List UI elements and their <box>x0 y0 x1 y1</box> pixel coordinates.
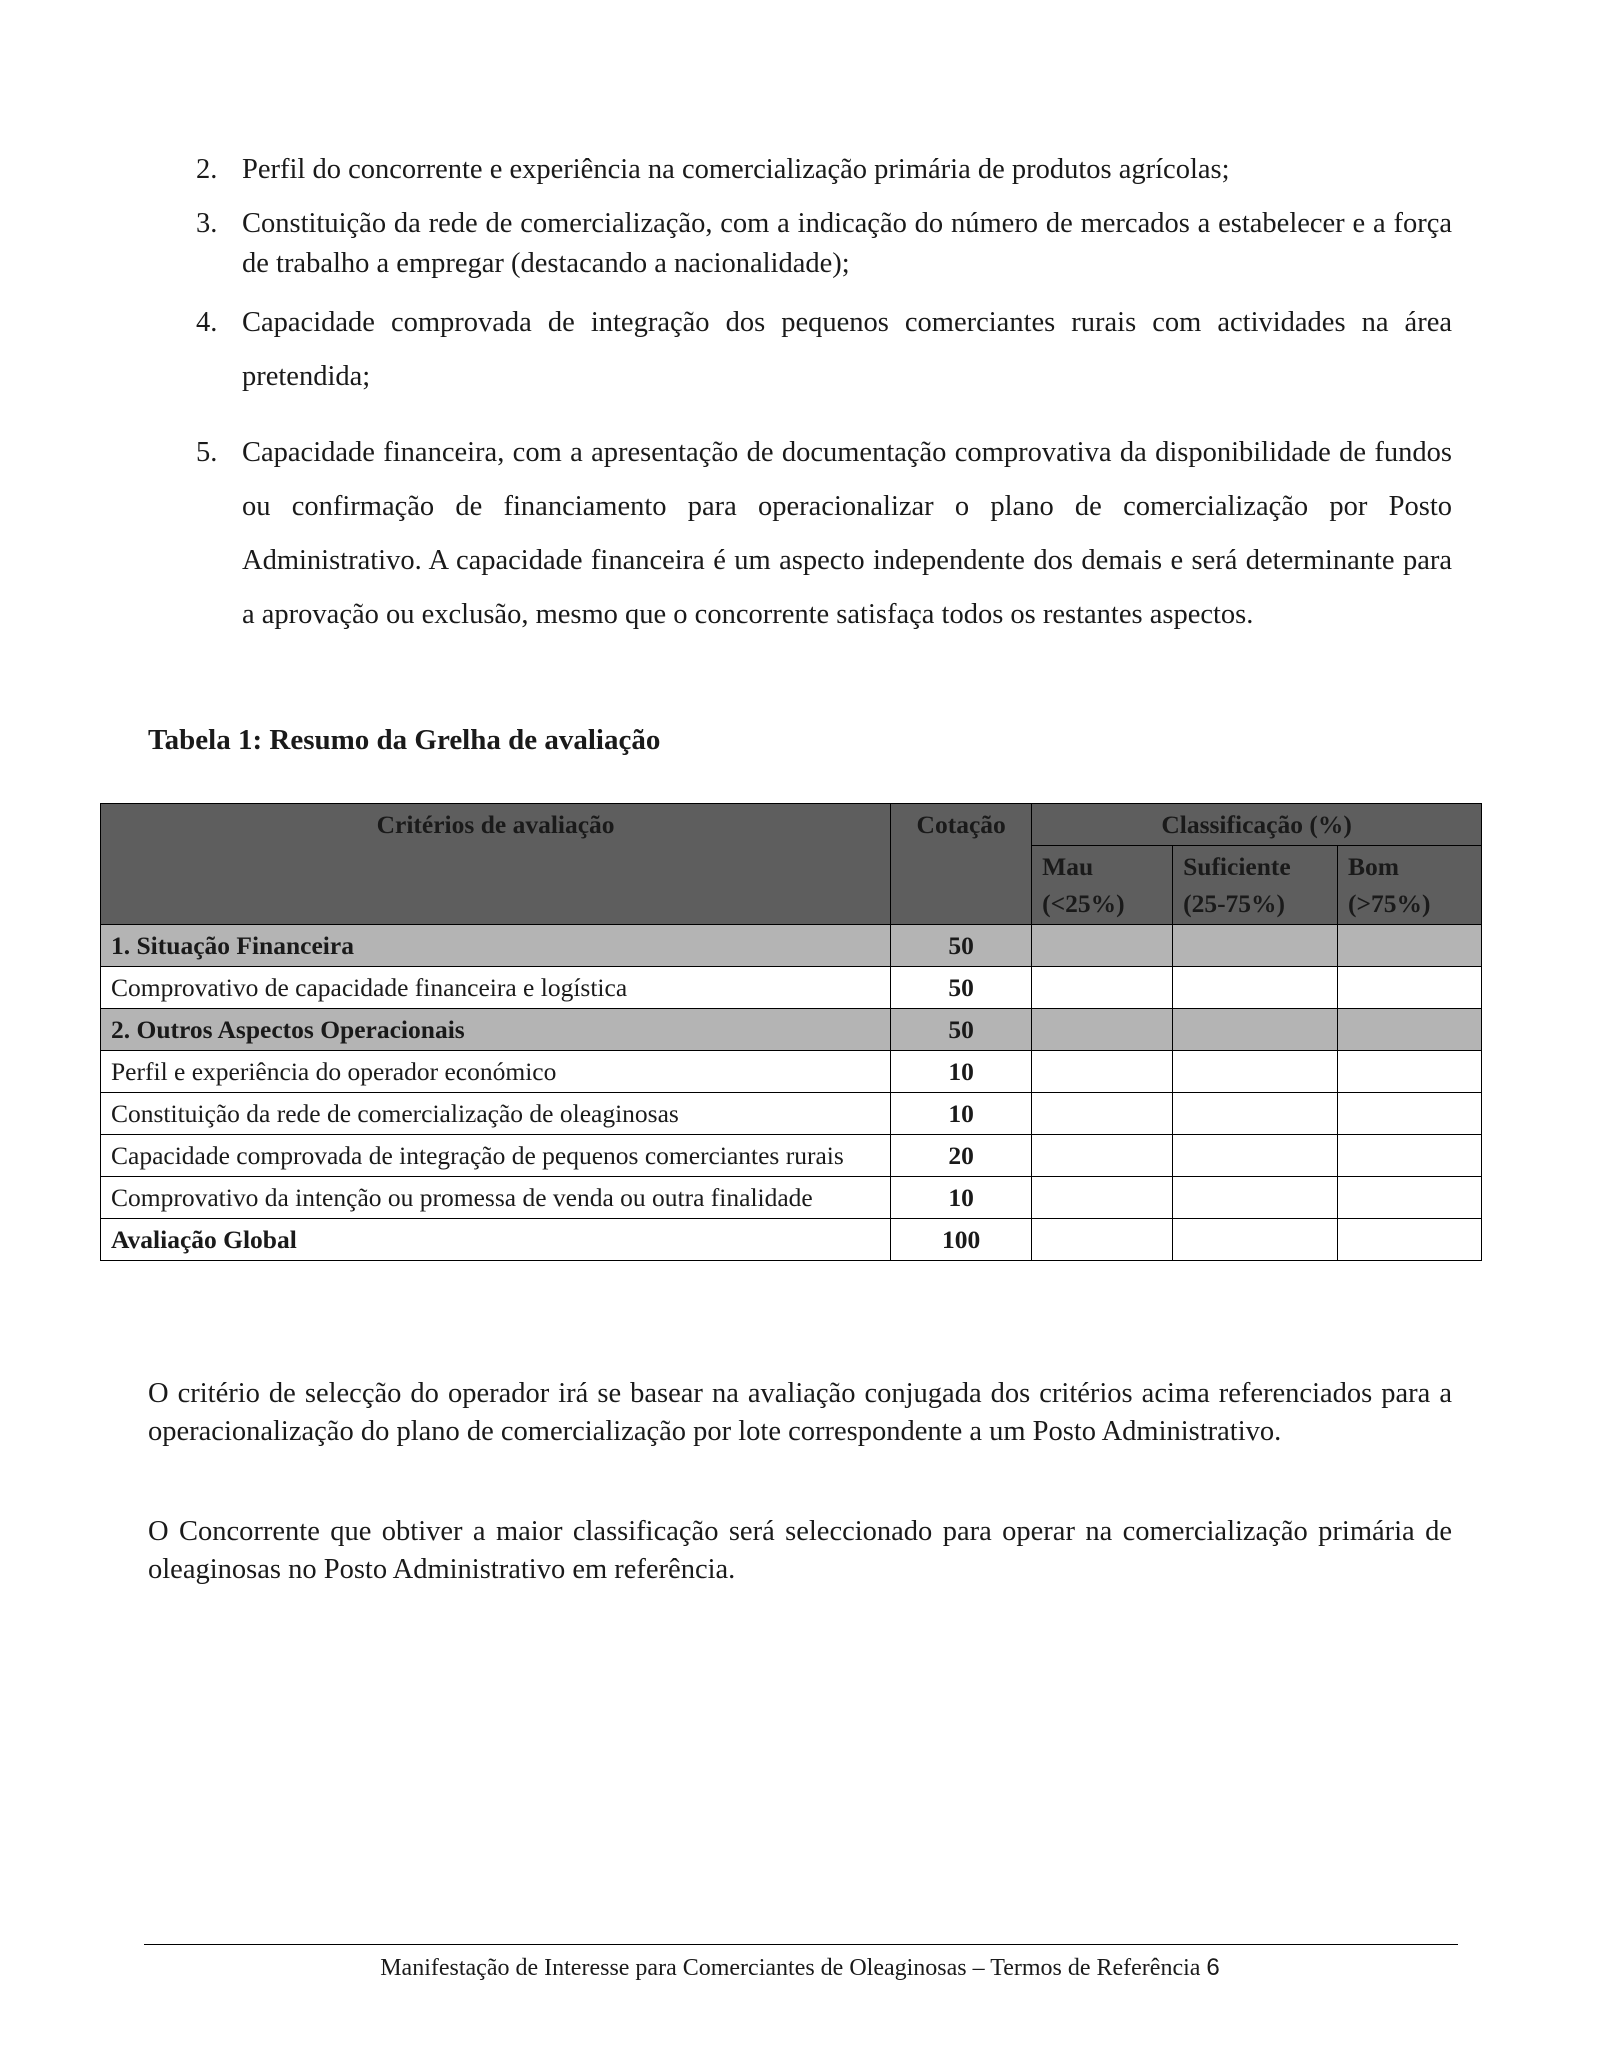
sufficient-cell <box>1173 1219 1338 1261</box>
sufficient-cell <box>1173 1093 1338 1135</box>
criteria-cell: Comprovativo da intenção ou promessa de venda ou outra finalidade <box>101 1177 891 1219</box>
list-item-text: Capacidade comprovada de integração dos pequenos comerciantes rurais com actividades na área pretendida; <box>242 307 1452 392</box>
criteria-cell: Avaliação Global <box>101 1219 891 1261</box>
footer-text: Manifestação de Interesse para Comerciantes de Oleaginosas – Termos de Referência <box>380 1955 1201 1981</box>
table-total-row <box>101 1219 1482 1261</box>
good-cell <box>1338 967 1482 1009</box>
table-section-row <box>101 1009 1482 1051</box>
bad-cell <box>1032 1135 1173 1177</box>
list-item-text: Perfil do concorrente e experiência na comercialização primária de produtos agrícolas; <box>242 154 1230 185</box>
score-cell: 10 <box>891 1051 1032 1093</box>
score-cell: 100 <box>891 1219 1032 1261</box>
score-cell: 50 <box>891 1009 1032 1051</box>
sufficient-cell <box>1173 1135 1338 1177</box>
list-item-text: Constituição da rede de comercialização, com a indicação do número de mercados a estabelecer e a força de trabalho a empregar (destacando a nacionalidade); <box>242 208 1452 279</box>
sufficient-cell <box>1173 1009 1338 1051</box>
footer-divider <box>144 1944 1458 1945</box>
good-cell <box>1338 1093 1482 1135</box>
criteria-cell: Comprovativo de capacidade financeira e logística <box>101 967 891 1009</box>
bad-cell <box>1032 1051 1173 1093</box>
criteria-cell: 2. Outros Aspectos Operacionais <box>101 1009 891 1051</box>
good-cell <box>1338 1009 1482 1051</box>
good-cell <box>1338 1051 1482 1093</box>
header-classification: Classificação (%) <box>1032 804 1482 846</box>
evaluation-grid-table <box>100 803 1482 1261</box>
bad-cell <box>1032 967 1173 1009</box>
header-sufficient: Suficiente (25-75%) <box>1173 846 1338 925</box>
sufficient-cell <box>1173 1051 1338 1093</box>
table-row <box>101 1177 1482 1219</box>
list-item <box>196 150 1452 190</box>
header-good: Bom (>75%) <box>1338 846 1482 925</box>
score-cell: 10 <box>891 1177 1032 1219</box>
table-section-row <box>101 925 1482 967</box>
bad-cell <box>1032 925 1173 967</box>
score-cell: 20 <box>891 1135 1032 1177</box>
bad-cell <box>1032 1177 1173 1219</box>
sufficient-cell <box>1173 925 1338 967</box>
header-bad: Mau (<25%) <box>1032 846 1173 925</box>
table-caption: Tabela 1: Resumo da Grelha de avaliação <box>148 724 661 756</box>
score-cell: 50 <box>891 925 1032 967</box>
good-cell <box>1338 1219 1482 1261</box>
table-row <box>101 1051 1482 1093</box>
body-paragraph: O critério de selecção do operador irá se basear na avaliação conjugada dos critérios acima referenciados para a operacionalização do plano de comercialização por lote correspondente a um Posto Administrativo. <box>148 1378 1452 1447</box>
good-cell <box>1338 1177 1482 1219</box>
list-item-number: 3. <box>196 208 218 239</box>
good-cell <box>1338 1135 1482 1177</box>
list-item <box>196 296 1452 404</box>
score-cell: 50 <box>891 967 1032 1009</box>
criteria-cell: Capacidade comprovada de integração de pequenos comerciantes rurais <box>101 1135 891 1177</box>
list-item-text: Capacidade financeira, com a apresentação de documentação comprovativa da disponibilidade de fundos ou confirmação de financiamento para operacionalizar o plano de comercialização por Posto Administrativo. A capacidade financeira é um aspecto independente dos demais e será determinante para a aprovação ou exclusão, mesmo que o concorrente satisfaça todos os restantes aspectos. <box>242 437 1452 630</box>
header-criteria: Critérios de avaliação <box>101 804 891 925</box>
table-row <box>101 1135 1482 1177</box>
header-score: Cotação <box>891 804 1032 925</box>
table-row <box>101 967 1482 1009</box>
list-item-number: 5. <box>196 437 218 468</box>
criteria-cell: 1. Situação Financeira <box>101 925 891 967</box>
page-footer <box>0 1954 1600 1982</box>
sufficient-cell <box>1173 967 1338 1009</box>
numbered-criteria-list <box>196 150 1452 642</box>
criteria-cell: Perfil e experiência do operador económico <box>101 1051 891 1093</box>
sufficient-cell <box>1173 1177 1338 1219</box>
table-row <box>101 1093 1482 1135</box>
criteria-cell: Constituição da rede de comercialização de oleaginosas <box>101 1093 891 1135</box>
list-item <box>196 426 1452 642</box>
bad-cell <box>1032 1219 1173 1261</box>
bad-cell <box>1032 1093 1173 1135</box>
list-item-number: 2. <box>196 154 218 185</box>
good-cell <box>1338 925 1482 967</box>
list-item <box>196 204 1452 284</box>
bad-cell <box>1032 1009 1173 1051</box>
list-item-number: 4. <box>196 307 218 338</box>
page-number: 6 <box>1206 1954 1220 1981</box>
score-cell: 10 <box>891 1093 1032 1135</box>
table-header-row <box>101 804 1482 846</box>
body-paragraph: O Concorrente que obtiver a maior classificação será seleccionado para operar na comercialização primária de oleaginosas no Posto Administrativo em referência. <box>148 1516 1452 1585</box>
